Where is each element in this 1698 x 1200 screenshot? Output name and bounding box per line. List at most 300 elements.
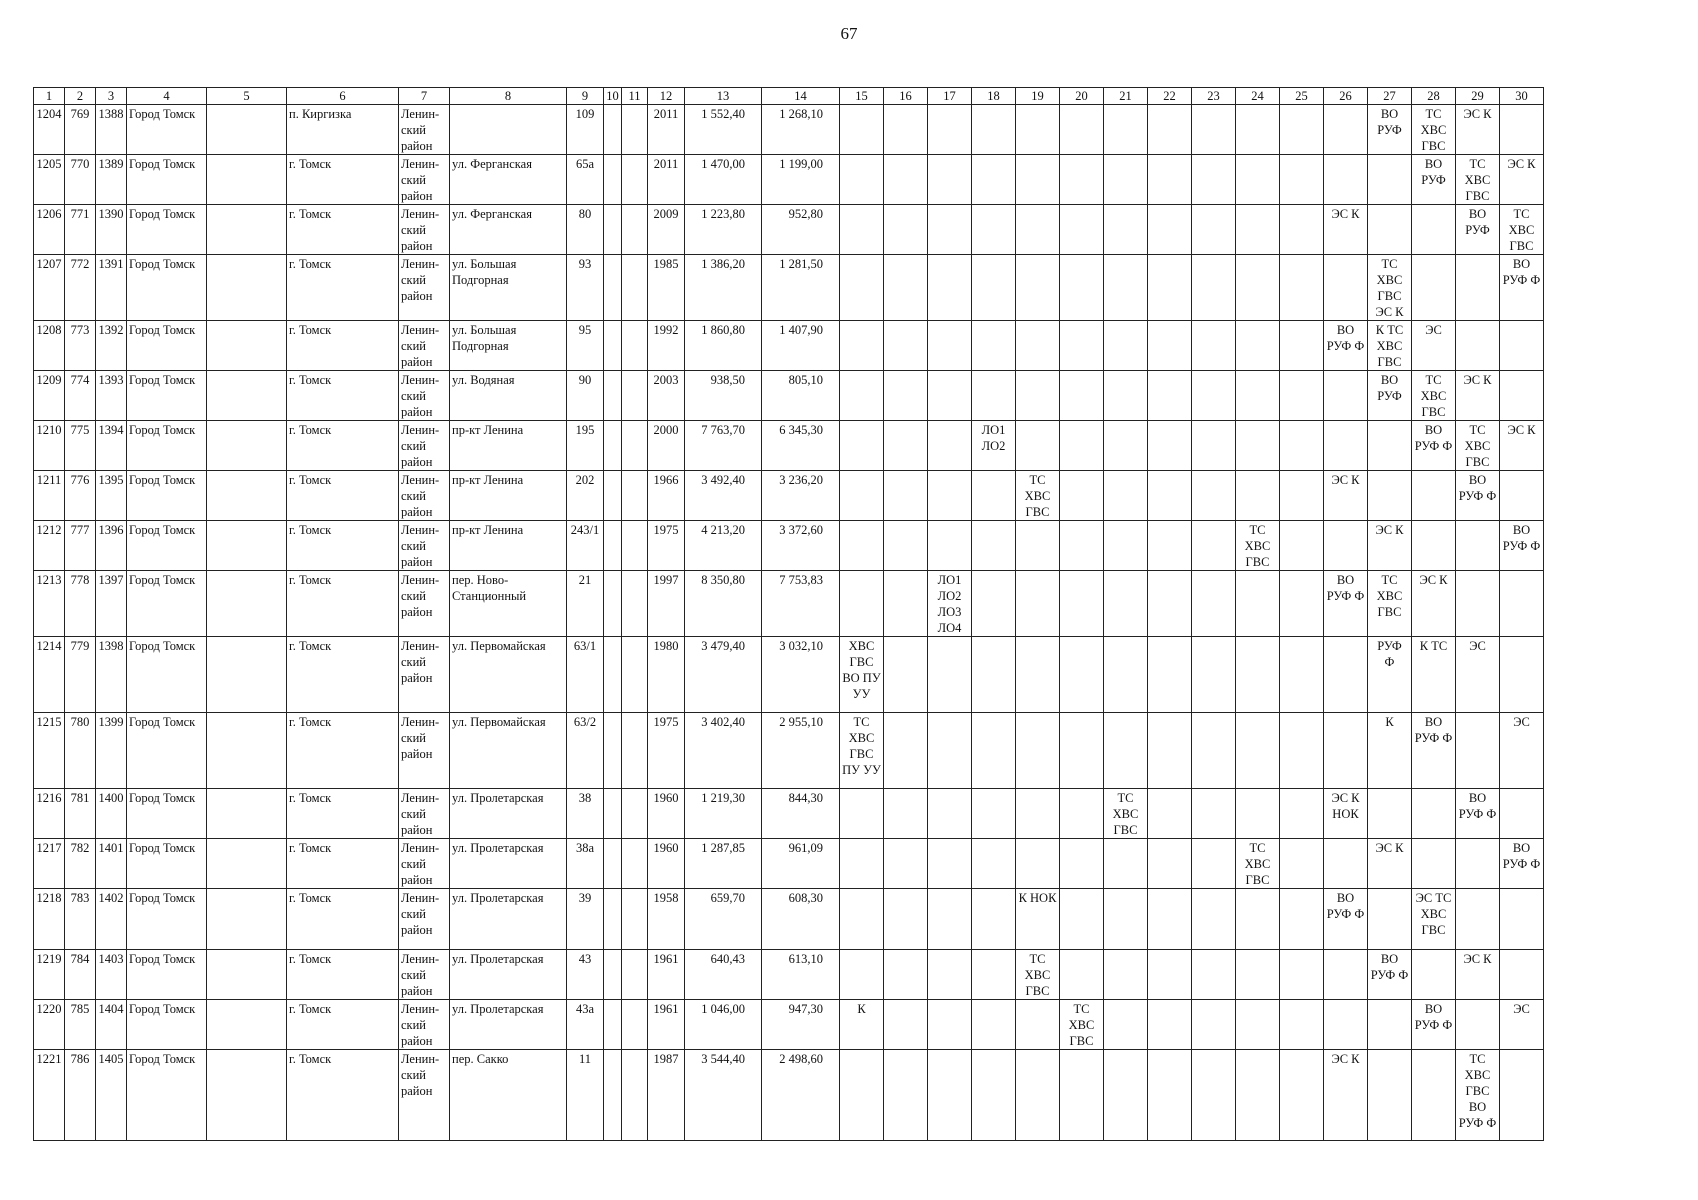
- cell-col-21: [1104, 255, 1148, 321]
- cell-col-24: [1236, 637, 1280, 713]
- cell-col-6: г. Томск: [287, 521, 399, 571]
- cell-line: ХВС: [1508, 223, 1535, 237]
- cell-col-15: [840, 839, 884, 889]
- cell-col-18: [972, 155, 1016, 205]
- cell-col-23: [1192, 205, 1236, 255]
- cell-col-30: [1500, 421, 1544, 471]
- cell-col-29: [1456, 255, 1500, 321]
- cell-col-29: [1456, 839, 1500, 889]
- cell-col-21: [1104, 1050, 1148, 1141]
- cell-col-11: [622, 839, 648, 889]
- cell-col-20: [1060, 421, 1104, 471]
- cell-col-28: [1412, 1000, 1456, 1050]
- cell-col-19: [1016, 471, 1060, 521]
- cell-col-8: [450, 713, 567, 789]
- cell-col-14: 805,10: [762, 371, 840, 421]
- cell-col-20: [1060, 105, 1104, 155]
- cell-col-22: [1148, 950, 1192, 1000]
- cell-col-12: 2011: [648, 155, 685, 205]
- cell-col-30: [1500, 1000, 1544, 1050]
- column-header-12: 12: [648, 88, 685, 105]
- cell-col-10: [604, 105, 622, 155]
- cell-col-13: 1 046,00: [685, 1000, 762, 1050]
- cell-col-18: [972, 637, 1016, 713]
- cell-col-17: [928, 571, 972, 637]
- cell-line: ский: [401, 273, 426, 287]
- cell-line: ВО: [1336, 573, 1355, 587]
- cell-col-16: [884, 371, 928, 421]
- table-row: [34, 471, 1544, 521]
- cell-col-7: [399, 105, 450, 155]
- cell-col-30: [1500, 471, 1544, 521]
- cell-line: ский: [401, 907, 426, 921]
- cell-line: РУФ: [1377, 123, 1402, 137]
- cell-col-16: [884, 1000, 928, 1050]
- cell-col-22: [1148, 1000, 1192, 1050]
- cell-line: ХВС: [1420, 389, 1447, 403]
- cell-col-26: [1324, 839, 1368, 889]
- cell-line: ГВС: [1465, 189, 1490, 203]
- cell-col-16: [884, 521, 928, 571]
- cell-col-6: г. Томск: [287, 889, 399, 950]
- cell-col-14: 608,30: [762, 889, 840, 950]
- cell-col-8: [450, 205, 567, 255]
- table-row: [34, 421, 1544, 471]
- cell-line: ский: [401, 589, 426, 603]
- cell-col-30: [1500, 571, 1544, 637]
- cell-line: ЭС К: [1375, 841, 1404, 855]
- cell-line: К: [857, 1002, 866, 1016]
- table-row: [34, 155, 1544, 205]
- cell-col-24: [1236, 155, 1280, 205]
- cell-col-25: [1280, 321, 1324, 371]
- cell-col-12: 1958: [648, 889, 685, 950]
- cell-line: ул. Первомайская: [452, 715, 546, 729]
- cell-line: пер. Ново-: [452, 573, 509, 587]
- cell-line: Ленин-: [401, 891, 440, 905]
- cell-line: ЭС К: [1507, 423, 1536, 437]
- column-header-23: 23: [1192, 88, 1236, 105]
- cell-line: РУФ Ф: [1370, 968, 1409, 982]
- cell-col-3: 1399: [96, 713, 127, 789]
- cell-line: Ленин-: [401, 107, 440, 121]
- cell-line: ВО: [1468, 1100, 1487, 1114]
- cell-col-14: 961,09: [762, 839, 840, 889]
- cell-col-18: [972, 321, 1016, 371]
- cell-col-8: [450, 155, 567, 205]
- cell-line: РУФ Ф: [1414, 1018, 1453, 1032]
- cell-col-23: [1192, 521, 1236, 571]
- cell-col-13: 1 860,80: [685, 321, 762, 371]
- cell-col-13: 8 350,80: [685, 571, 762, 637]
- cell-col-28: [1412, 421, 1456, 471]
- cell-col-23: [1192, 839, 1236, 889]
- cell-line: район: [401, 1034, 433, 1048]
- cell-col-10: [604, 521, 622, 571]
- cell-col-11: [622, 521, 648, 571]
- cell-line: ЛО1: [937, 573, 962, 587]
- cell-line: ВО: [1468, 473, 1487, 487]
- cell-col-14: 613,10: [762, 950, 840, 1000]
- cell-line: РУФ: [1421, 173, 1446, 187]
- cell-line: ХВС: [1024, 968, 1051, 982]
- cell-col-24: [1236, 950, 1280, 1000]
- cell-line: ЛО1: [981, 423, 1006, 437]
- cell-col-17: [928, 1000, 972, 1050]
- cell-col-4: Город Томск: [127, 637, 207, 713]
- cell-col-4: Город Томск: [127, 713, 207, 789]
- cell-col-1: 1210: [34, 421, 65, 471]
- cell-col-21: [1104, 950, 1148, 1000]
- cell-col-18: [972, 889, 1016, 950]
- cell-col-28: [1412, 713, 1456, 789]
- cell-line: ский: [401, 123, 426, 137]
- cell-col-20: [1060, 371, 1104, 421]
- cell-col-8: [450, 471, 567, 521]
- cell-line: ЭС: [1469, 639, 1486, 653]
- cell-col-2: 773: [65, 321, 96, 371]
- cell-col-4: Город Томск: [127, 371, 207, 421]
- cell-col-22: [1148, 637, 1192, 713]
- cell-line: ЭС К: [1375, 523, 1404, 537]
- cell-col-29: [1456, 889, 1500, 950]
- cell-col-11: [622, 713, 648, 789]
- cell-col-27: [1368, 839, 1412, 889]
- cell-col-1: 1220: [34, 1000, 65, 1050]
- cell-col-6: г. Томск: [287, 950, 399, 1000]
- cell-line: ТС: [1469, 157, 1486, 171]
- cell-line: Ленин-: [401, 1052, 440, 1066]
- cell-col-5: [207, 105, 287, 155]
- cell-col-15: [840, 205, 884, 255]
- column-header-4: 4: [127, 88, 207, 105]
- cell-col-8: [450, 521, 567, 571]
- cell-col-2: 779: [65, 637, 96, 713]
- cell-col-16: [884, 571, 928, 637]
- cell-line: РУФ Ф: [1326, 339, 1365, 353]
- cell-line: РУФ: [1377, 639, 1402, 653]
- cell-line: Ф: [1384, 655, 1395, 669]
- cell-col-5: [207, 789, 287, 839]
- cell-col-29: [1456, 471, 1500, 521]
- cell-line: ВО: [1380, 952, 1399, 966]
- column-header-13: 13: [685, 88, 762, 105]
- cell-col-27: [1368, 321, 1412, 371]
- cell-col-21: [1104, 521, 1148, 571]
- table-row: [34, 371, 1544, 421]
- table-row: [34, 571, 1544, 637]
- column-header-11: 11: [622, 88, 648, 105]
- cell-col-2: 782: [65, 839, 96, 889]
- cell-col-28: [1412, 1050, 1456, 1141]
- cell-line: ул. Пролетарская: [452, 791, 544, 805]
- cell-col-4: Город Томск: [127, 950, 207, 1000]
- cell-col-21: [1104, 839, 1148, 889]
- cell-col-26: [1324, 155, 1368, 205]
- cell-line: ул. Водяная: [452, 373, 515, 387]
- cell-col-20: [1060, 889, 1104, 950]
- cell-col-5: [207, 155, 287, 205]
- cell-col-23: [1192, 321, 1236, 371]
- cell-col-21: [1104, 321, 1148, 371]
- cell-line: ВО: [1380, 107, 1399, 121]
- cell-col-3: 1389: [96, 155, 127, 205]
- cell-line: район: [401, 605, 433, 619]
- cell-col-6: г. Томск: [287, 571, 399, 637]
- cell-line: ул. Пролетарская: [452, 952, 544, 966]
- cell-col-3: 1393: [96, 371, 127, 421]
- cell-col-17: [928, 321, 972, 371]
- cell-line: район: [401, 455, 433, 469]
- cell-line: ский: [401, 731, 426, 745]
- cell-col-19: [1016, 1000, 1060, 1050]
- cell-col-19: [1016, 571, 1060, 637]
- cell-col-30: [1500, 321, 1544, 371]
- cell-col-29: [1456, 637, 1500, 713]
- cell-line: ВО: [1512, 257, 1531, 271]
- cell-col-24: [1236, 889, 1280, 950]
- cell-col-1: 1216: [34, 789, 65, 839]
- cell-col-27: [1368, 713, 1412, 789]
- cell-col-11: [622, 789, 648, 839]
- cell-line: ул. Первомайская: [452, 639, 546, 653]
- cell-col-4: Город Томск: [127, 471, 207, 521]
- cell-col-25: [1280, 105, 1324, 155]
- cell-line: ГВС: [1377, 605, 1402, 619]
- column-header-28: 28: [1412, 88, 1456, 105]
- cell-col-26: [1324, 521, 1368, 571]
- cell-line: ТС: [1117, 791, 1134, 805]
- cell-col-25: [1280, 521, 1324, 571]
- column-header-20: 20: [1060, 88, 1104, 105]
- cell-col-28: [1412, 205, 1456, 255]
- cell-line: ГВС: [1421, 139, 1446, 153]
- column-header-18: 18: [972, 88, 1016, 105]
- cell-col-1: 1205: [34, 155, 65, 205]
- cell-col-8: [450, 255, 567, 321]
- cell-col-21: [1104, 471, 1148, 521]
- cell-col-26: [1324, 889, 1368, 950]
- cell-col-21: [1104, 105, 1148, 155]
- cell-line: ГВС: [849, 655, 874, 669]
- cell-col-25: [1280, 371, 1324, 421]
- cell-line: ЭС К: [1419, 573, 1448, 587]
- cell-col-12: 1975: [648, 521, 685, 571]
- cell-col-25: [1280, 713, 1324, 789]
- cell-line: ВО ПУ: [842, 671, 881, 685]
- cell-col-1: 1208: [34, 321, 65, 371]
- cell-col-14: 6 345,30: [762, 421, 840, 471]
- column-header-26: 26: [1324, 88, 1368, 105]
- column-header-1: 1: [34, 88, 65, 105]
- cell-line: пр-кт Ленина: [452, 523, 524, 537]
- cell-col-10: [604, 205, 622, 255]
- cell-col-27: [1368, 255, 1412, 321]
- cell-line: ул. Пролетарская: [452, 1002, 544, 1016]
- cell-line: район: [401, 505, 433, 519]
- cell-col-8: [450, 789, 567, 839]
- cell-line: ВО: [1380, 373, 1399, 387]
- cell-col-18: [972, 789, 1016, 839]
- cell-col-11: [622, 1050, 648, 1141]
- cell-col-16: [884, 321, 928, 371]
- cell-col-16: [884, 255, 928, 321]
- cell-col-25: [1280, 789, 1324, 839]
- cell-line: ский: [401, 857, 426, 871]
- cell-col-14: 3 236,20: [762, 471, 840, 521]
- table-row: [34, 889, 1544, 950]
- column-header-6: 6: [287, 88, 399, 105]
- cell-line: ЛО3: [937, 605, 962, 619]
- cell-col-24: [1236, 1050, 1280, 1141]
- cell-col-21: [1104, 571, 1148, 637]
- cell-col-3: 1405: [96, 1050, 127, 1141]
- cell-col-25: [1280, 471, 1324, 521]
- cell-col-13: 640,43: [685, 950, 762, 1000]
- cell-col-2: 771: [65, 205, 96, 255]
- cell-col-23: [1192, 1050, 1236, 1141]
- table-row: [34, 713, 1544, 789]
- cell-col-6: г. Томск: [287, 713, 399, 789]
- cell-line: ул. Ферганская: [452, 157, 532, 171]
- cell-col-7: [399, 950, 450, 1000]
- cell-col-12: 1966: [648, 471, 685, 521]
- column-header-27: 27: [1368, 88, 1412, 105]
- cell-col-23: [1192, 105, 1236, 155]
- cell-line: ХВС: [1464, 1068, 1491, 1082]
- cell-line: ТС: [1029, 473, 1046, 487]
- cell-col-1: 1206: [34, 205, 65, 255]
- cell-col-25: [1280, 839, 1324, 889]
- cell-col-4: Город Томск: [127, 421, 207, 471]
- cell-line: ХВС: [848, 639, 875, 653]
- cell-col-3: 1397: [96, 571, 127, 637]
- cell-col-27: [1368, 105, 1412, 155]
- cell-col-10: [604, 471, 622, 521]
- cell-col-25: [1280, 155, 1324, 205]
- cell-col-12: 2011: [648, 105, 685, 155]
- cell-line: Ленин-: [401, 952, 440, 966]
- cell-line: ЭС К: [1463, 107, 1492, 121]
- cell-col-7: [399, 1000, 450, 1050]
- cell-col-25: [1280, 205, 1324, 255]
- cell-line: ул. Пролетарская: [452, 891, 544, 905]
- cell-line: район: [401, 239, 433, 253]
- cell-col-7: [399, 571, 450, 637]
- cell-line: ГВС: [1069, 1034, 1094, 1048]
- cell-col-28: [1412, 789, 1456, 839]
- cell-col-3: 1403: [96, 950, 127, 1000]
- table-row: [34, 1000, 1544, 1050]
- cell-col-1: 1215: [34, 713, 65, 789]
- cell-col-7: [399, 255, 450, 321]
- cell-col-9: 63/1: [567, 637, 604, 713]
- cell-col-2: 769: [65, 105, 96, 155]
- cell-line: ХВС: [1376, 339, 1403, 353]
- cell-line: РУФ Ф: [1502, 857, 1541, 871]
- cell-line: РУФ: [1377, 389, 1402, 403]
- cell-line: РУФ Ф: [1502, 273, 1541, 287]
- cell-col-8: [450, 105, 567, 155]
- cell-col-13: 1 219,30: [685, 789, 762, 839]
- cell-col-6: г. Томск: [287, 421, 399, 471]
- cell-line: ТС: [1381, 573, 1398, 587]
- cell-col-28: [1412, 255, 1456, 321]
- cell-line: ТС: [1425, 107, 1442, 121]
- cell-line: район: [401, 355, 433, 369]
- cell-col-5: [207, 1050, 287, 1141]
- cell-line: ГВС: [1421, 923, 1446, 937]
- cell-line: ЭС К: [1375, 305, 1404, 319]
- table-row: [34, 839, 1544, 889]
- cell-col-30: [1500, 155, 1544, 205]
- table-row: [34, 637, 1544, 713]
- cell-col-8: [450, 839, 567, 889]
- cell-line: ТС: [1469, 1052, 1486, 1066]
- cell-line: Ленин-: [401, 1002, 440, 1016]
- cell-col-24: [1236, 255, 1280, 321]
- cell-col-13: 1 287,85: [685, 839, 762, 889]
- cell-line: ХВС: [1244, 539, 1271, 553]
- cell-line: ский: [401, 655, 426, 669]
- cell-col-26: [1324, 571, 1368, 637]
- cell-col-4: Город Томск: [127, 889, 207, 950]
- cell-col-9: 43а: [567, 1000, 604, 1050]
- cell-col-13: 4 213,20: [685, 521, 762, 571]
- cell-col-30: [1500, 889, 1544, 950]
- cell-col-5: [207, 371, 287, 421]
- cell-col-12: 1987: [648, 1050, 685, 1141]
- cell-line: Ленин-: [401, 373, 440, 387]
- cell-col-16: [884, 205, 928, 255]
- cell-col-9: 39: [567, 889, 604, 950]
- cell-col-17: [928, 371, 972, 421]
- cell-line: РУФ Ф: [1458, 807, 1497, 821]
- cell-col-22: [1148, 371, 1192, 421]
- cell-col-3: 1395: [96, 471, 127, 521]
- cell-col-19: [1016, 155, 1060, 205]
- table-row: [34, 950, 1544, 1000]
- cell-line: ЭС К: [1331, 1052, 1360, 1066]
- cell-col-12: 1985: [648, 255, 685, 321]
- cell-col-2: 777: [65, 521, 96, 571]
- cell-col-4: Город Томск: [127, 105, 207, 155]
- cell-col-8: [450, 321, 567, 371]
- cell-col-20: [1060, 321, 1104, 371]
- cell-col-22: [1148, 571, 1192, 637]
- cell-line: ХВС: [1244, 857, 1271, 871]
- cell-col-17: [928, 421, 972, 471]
- cell-col-16: [884, 713, 928, 789]
- cell-col-30: [1500, 950, 1544, 1000]
- cell-line: ТС: [1249, 523, 1266, 537]
- cell-col-22: [1148, 255, 1192, 321]
- column-header-5: 5: [207, 88, 287, 105]
- cell-col-11: [622, 321, 648, 371]
- cell-line: ВО: [1512, 841, 1531, 855]
- cell-col-22: [1148, 421, 1192, 471]
- cell-col-13: 1 470,00: [685, 155, 762, 205]
- cell-col-22: [1148, 713, 1192, 789]
- cell-col-6: г. Томск: [287, 839, 399, 889]
- cell-col-6: г. Томск: [287, 255, 399, 321]
- cell-col-7: [399, 839, 450, 889]
- cell-col-3: 1391: [96, 255, 127, 321]
- cell-line: ВО: [1512, 523, 1531, 537]
- cell-col-9: 109: [567, 105, 604, 155]
- cell-col-7: [399, 789, 450, 839]
- cell-line: ский: [401, 539, 426, 553]
